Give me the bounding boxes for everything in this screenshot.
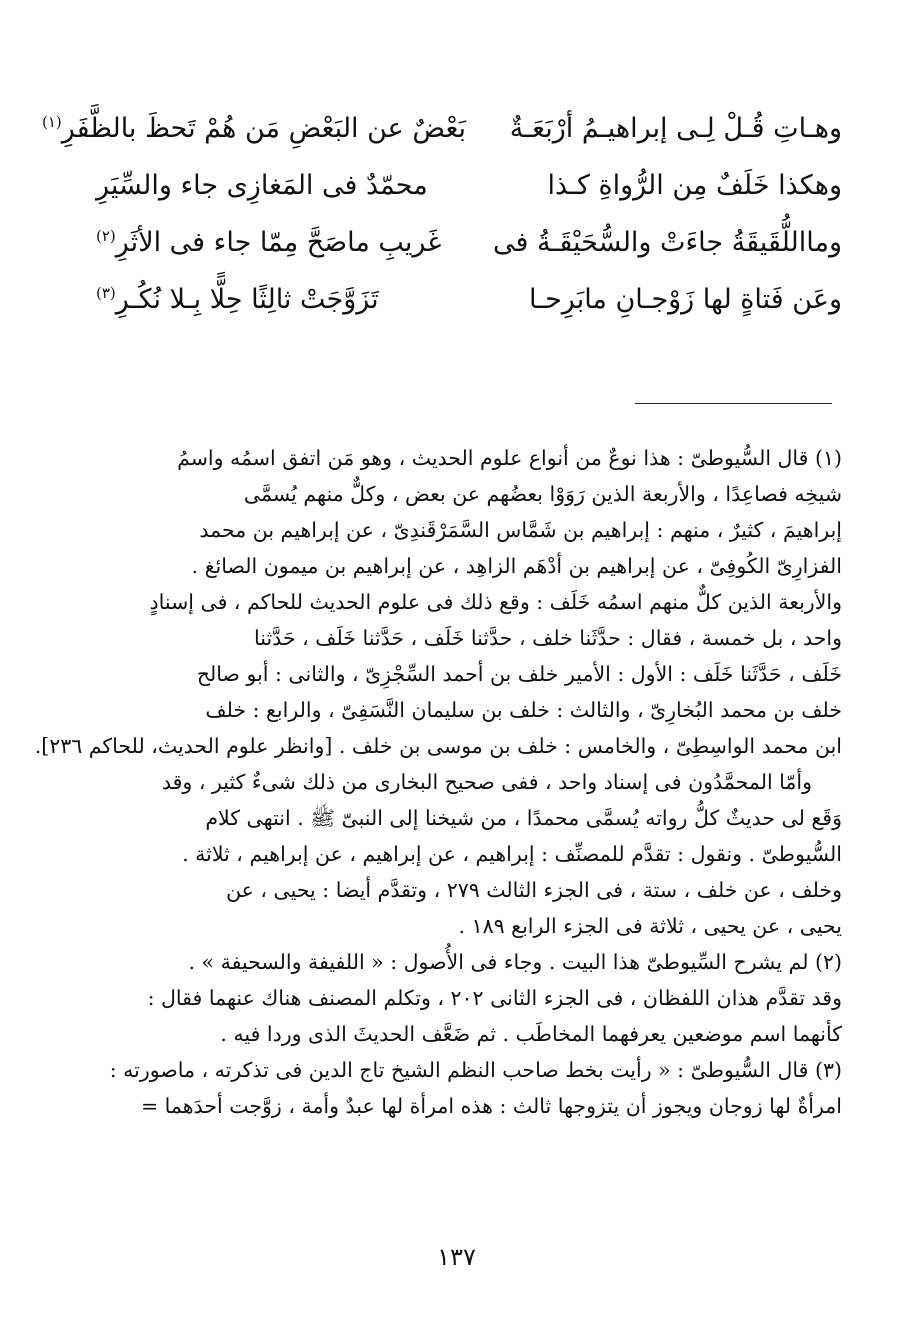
footnote-ref: (٢) xyxy=(96,227,116,245)
footnote-separator xyxy=(635,403,832,404)
footnote-line: يحيى ، عن يحيى ، ثلاثة فى الجزء الرابع ١٨٩ . xyxy=(458,914,842,938)
footnote-line: الفزارِىّ الكُوفِىّ ، عن إبراهيم بن أدْهَم الزاهِد ، عن إبراهيم بن ميمون الصائغ . xyxy=(191,554,842,578)
footnote-ref: (٣) xyxy=(96,284,116,302)
verse-first-hemistich: وعَن فَتاةٍ لها زَوْجـانِ مابَرِحـا xyxy=(528,284,842,315)
footnote-line: وقد تقدَّم هذان اللفظان ، فى الجزء الثانى ٢٠٢ ، وتكلم المصنف هناك عنهما فقال : xyxy=(147,986,842,1010)
verse-second-hemistich xyxy=(41,100,466,157)
verse-second-text: محمّدٌ فى المَغازِى جاء والسِّيَرِ xyxy=(96,170,428,201)
footnote-line: (٢) لم يشرح السِّيوطىّ هذا البيت . وجاء فى الأُصول : « اللفيفة والسحيفة » . xyxy=(188,950,842,974)
footnote-line: كأنهما اسم موضعين يعرفهما المخاطَب . ثم ضَعَّف الحديثَ الذى وردا فيه . xyxy=(220,1022,842,1046)
footnote-line: (٣) قال السُّيوطىّ : « رأيت بخط صاحب النظم الشيخ تاج الدين فى تذكرته ، ماصورته : xyxy=(109,1058,842,1082)
verse-2 xyxy=(96,157,842,214)
footnotes-block xyxy=(34,440,842,1124)
page-number: ١٣٧ xyxy=(437,1243,476,1271)
footnote-line: خلف بن محمد البُخارِىّ ، والثالث : خلف بن سليمان النَّسَفِىّ ، والرابع : خلف xyxy=(205,698,842,722)
footnote-line: وخلف ، عن خلف ، ستة ، فى الجزء الثالث ٢٧٩ ، وتقدَّم أيضا : يحيى ، عن xyxy=(226,878,842,902)
footnote-line: والأربعة الذين كلٌّ منهم اسمُه خَلَف : وقع ذلك فى علوم الحديث للحاكم ، فى إسنادٍ xyxy=(149,590,842,614)
footnote-line: شيخِه فصاعِدًا ، والأربعة الذين رَوَوْا بعضُهم عن بعض ، وكلٌّ منهم يُسمَّى xyxy=(243,482,842,506)
verse-second-text: تَزَوَّجَتْ ثالِثًا حِلًّا بِـلا نُكُـرِ xyxy=(115,284,379,315)
footnote-line: واحد ، بل خمسة ، فقال : حدَّثَنا خلف ، حدَّثنا خَلَف ، حَدَّثنا خَلَف ، حَدَّثنا xyxy=(254,626,842,650)
verse-first-hemistich: وهكذا خَلَفٌ مِن الرُّواةِ كـذا xyxy=(547,170,842,201)
verse-3 xyxy=(96,214,842,271)
verse-first-hemistich: ومااللُّقَيقَةُ جاءَتْ والسُّحَيْقَـةُ فى xyxy=(493,227,842,258)
verse-second-hemistich xyxy=(96,157,466,214)
footnote-line: إبراهيمَ ، كثيرٌ ، منهم : إبراهيم بن شَمَّاس السَّمَرْقَندِىّ ، عن إبراهيم بن محمد xyxy=(199,518,842,542)
footnote-ref: (١) xyxy=(41,113,62,131)
poem-block xyxy=(41,100,842,328)
footnote-line: ابن محمد الواسِطِىّ ، والخامس : خلف بن موسى بن خلف . [وانظر علوم الحديث، للحاكم ٢٣٦]. xyxy=(34,734,842,758)
footnote-line: امرأةٌ لها زوجان ويجوز أن يتزوجها ثالث : هذه امرأة لها عبدٌ وأمة ، زوَّجت أحدَهما = xyxy=(140,1094,842,1118)
footnote-line: وَقَع لى حديثٌ كلُّ رواته يُسمَّى محمدًا ، من شيخنا إلى النبىّ ﷺ . انتهى كلام xyxy=(205,806,842,830)
footnote-line: السُّيوطىّ . ونقول : تقدَّم للمصنِّف : إبراهيم ، عن إبراهيم ، عن إبراهيم ، ثلاثة . xyxy=(182,842,842,866)
verse-second-hemistich xyxy=(96,214,466,271)
verse-4 xyxy=(96,271,842,328)
verse-second-text: بَعْضٌ عن البَعْضِ مَن هُمْ تَحظَ بالظَّفَرِ xyxy=(61,113,466,144)
footnote-line: وأمّا المحمَّدُون فى إسناد واحد ، ففى صحيح البخارى من ذلك شىءٌ كثير ، وقد xyxy=(161,770,812,794)
verse-second-hemistich xyxy=(96,271,466,328)
verse-second-text: غَريبِ ماصَحَّ مِمّا جاء فى الأثَرِ xyxy=(115,227,442,258)
verse-first-hemistich: وهـاتِ قُـلْ لِـى إبراهيـمُ أرْبَعَـةٌ xyxy=(509,113,842,144)
footnote-line: (١) قال السُّيوطىّ : هذا نوعٌ من أنواع علوم الحديث ، وهو مَن اتفق اسمُه واسمُ xyxy=(177,446,842,470)
footnote-line: خَلَف ، حَدَّثَنا خَلَف : الأول : الأمير خلف بن أحمد السِّجْزِىّ ، والثانى : أبو صالح xyxy=(196,662,842,686)
verse-1 xyxy=(41,100,842,157)
